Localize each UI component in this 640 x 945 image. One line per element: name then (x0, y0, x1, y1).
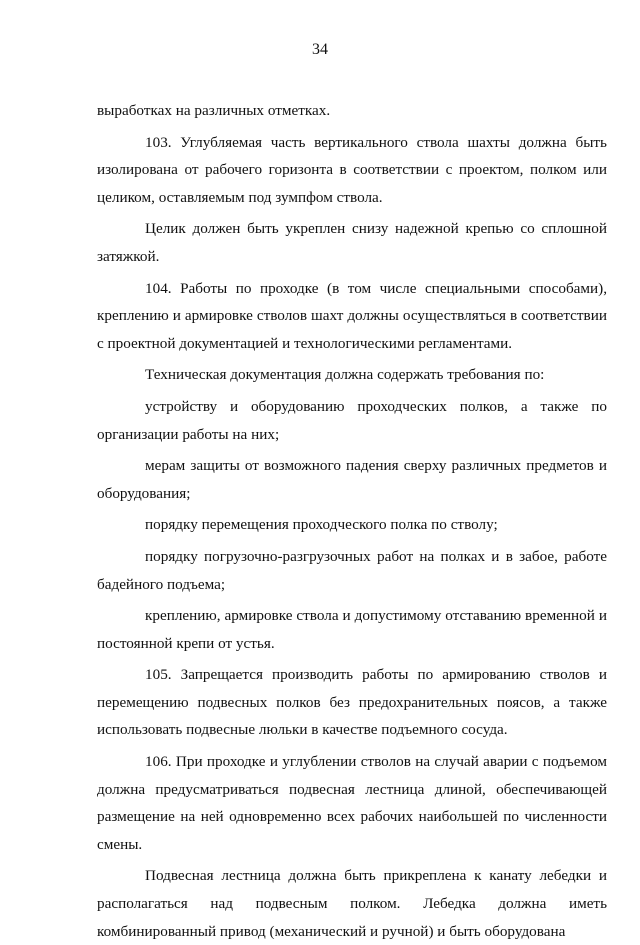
list-item-lining: креплению, армировке ствола и допустимому отставанию временной и постоянной крепи от устья. (97, 607, 607, 652)
paragraph-106: 106. При проходке и углублении стволов на случай аварии с подъемом должна предусматриваться подвесная лестница длиной, обеспечивающей размещение на ней одновременно всех рабочих наибольшей по численности смены. (97, 753, 607, 853)
document-body (97, 97, 607, 945)
paragraph-105: 105. Запрещается производить работы по армированию стволов и перемещению подвесных полков без предохранительных поясов, а также использовать подвесные люльки в качестве подъемного сосуда. (97, 666, 607, 739)
paragraph-104: 104. Работы по проходке (в том числе специальными способами), креплению и армировке стволов шахт должны осуществляться в соответствии с проектной документацией и технологическими регламентами. (97, 279, 607, 352)
list-item-protection: мерам защиты от возможного падения сверху различных предметов и оборудования; (97, 457, 607, 502)
paragraph-ladder: Подвесная лестница должна быть прикреплена к канату лебедки и располагаться над подвесным полком. Лебедка должна иметь комбинированный привод (механический и ручной) и быть оборудована (97, 867, 607, 940)
paragraph-continuation: выработках на различных отметках. (97, 102, 331, 119)
paragraph-tech-docs: Техническая документация должна содержать требования по: (145, 366, 545, 384)
list-item-platforms: устройству и оборудованию проходческих полков, а также по организации работы на них; (97, 397, 607, 443)
page-number: 34 (312, 41, 328, 58)
list-item-moving: порядку перемещения проходческого полка по стволу; (145, 516, 498, 534)
paragraph-pillar: Целик должен быть укреплен снизу надежной крепью со сплошной затяжкой. (97, 220, 607, 265)
paragraph-103: 103. Углубляемая часть вертикального ствола шахты должна быть изолирована от рабочего горизонта в соответствии с проектом, полком или целиком, оставляемым под зумпфом ствола. (97, 133, 607, 206)
list-item-loading: порядку погрузочно-разгрузочных работ на полках и в забое, работе бадейного подъема; (97, 547, 607, 593)
